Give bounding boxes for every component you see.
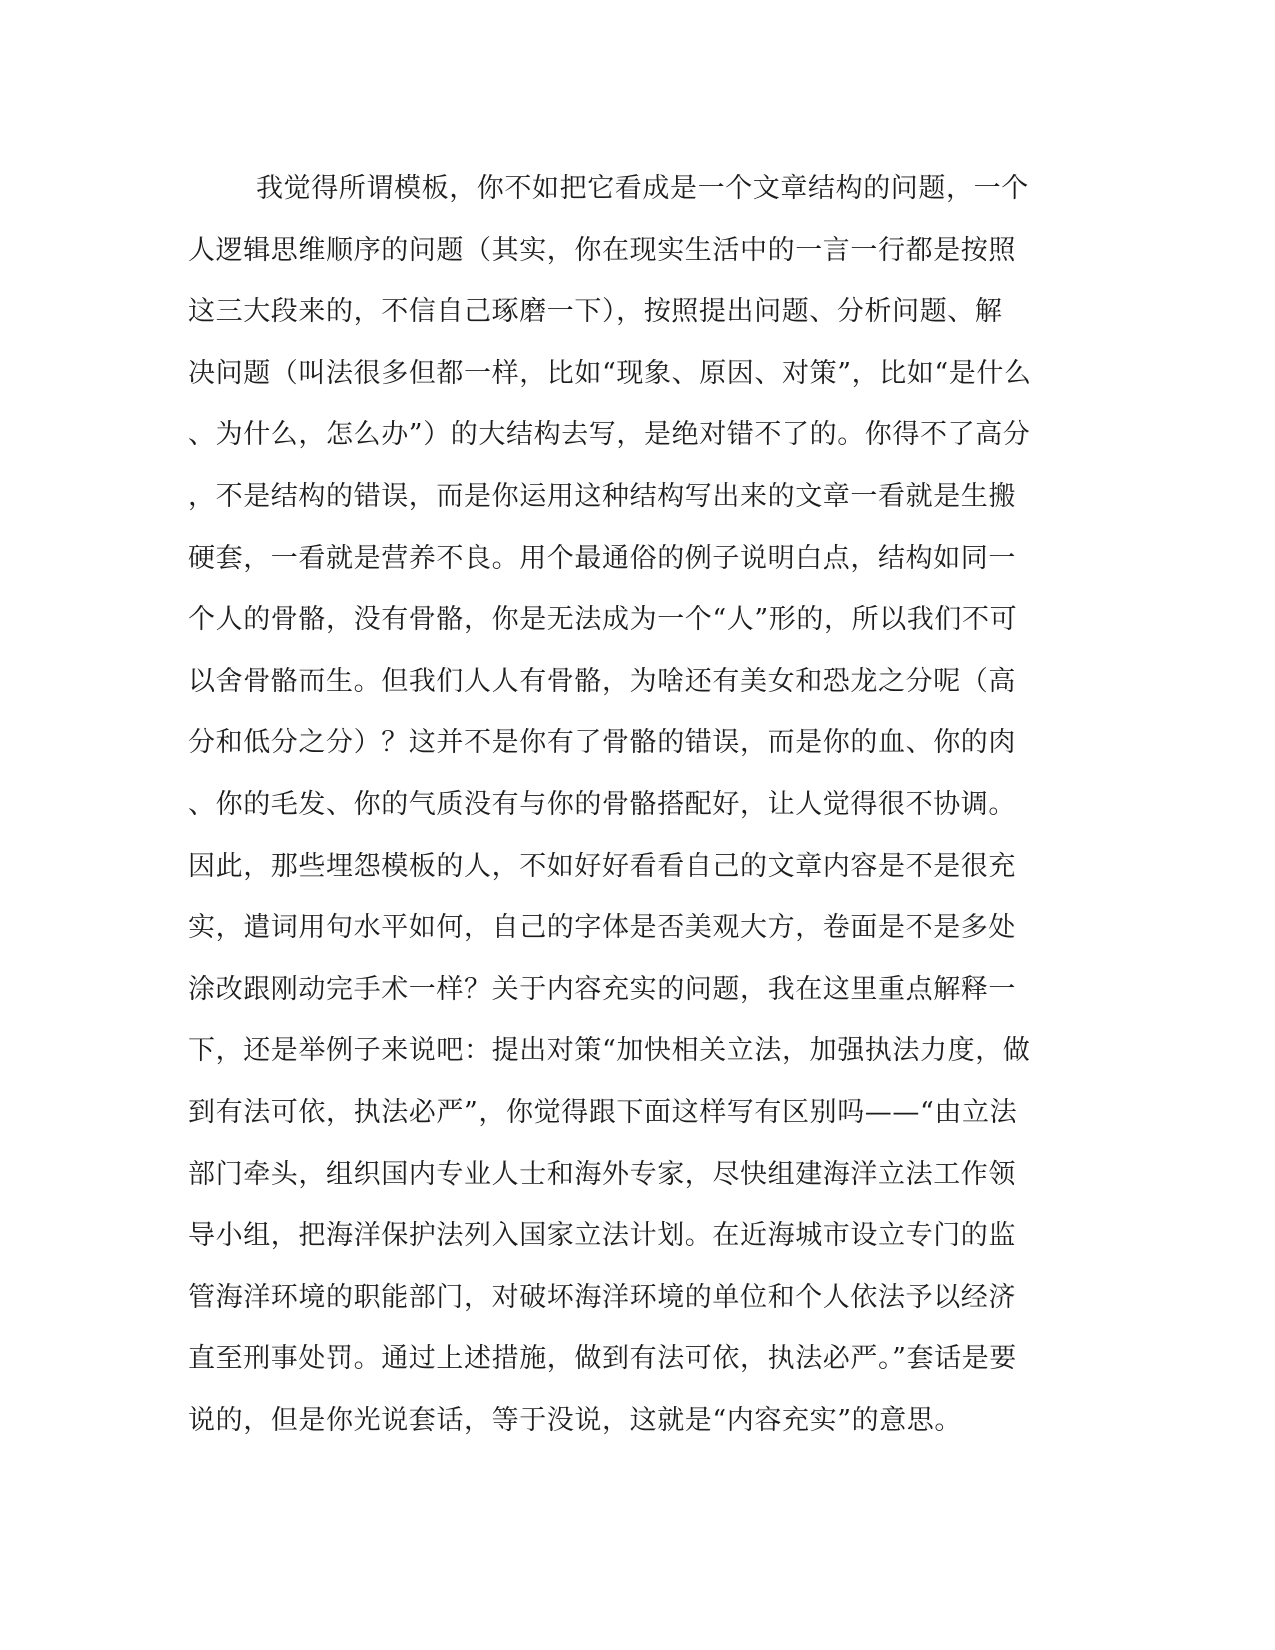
paragraph-line: 这三大段来的，不信自己琢磨一下），按照提出问题、分析问题、解 xyxy=(188,296,1003,328)
paragraph-line: 分和低分之分）？这并不是你有了骨骼的错误，而是你的血、你的肉 xyxy=(188,727,1016,759)
paragraph-line: 涂改跟刚动完手术一样？关于内容充实的问题，我在这里重点解释一 xyxy=(188,973,1016,1005)
paragraph-line: 到有法可依，执法必严”，你觉得跟下面这样写有区别吗——“由立法 xyxy=(188,1096,1018,1128)
paragraph-line: 个人的骨骼，没有骨骼，你是无法成为一个“人”形的，所以我们不可 xyxy=(188,604,1018,636)
paragraph-line: 以舍骨骼而生。但我们人人有骨骼，为啥还有美女和恐龙之分呢（高 xyxy=(188,665,1016,697)
paragraph-line: 直至刑事处罚。通过上述措施，做到有法可依，执法必严。”套话是要 xyxy=(188,1343,1017,1375)
body-paragraph xyxy=(188,158,1078,1451)
paragraph-line: ，不是结构的错误，而是你运用这种结构写出来的文章一看就是生搬 xyxy=(188,480,1016,512)
paragraph-line: 导小组，把海洋保护法列入国家立法计划。在近海城市设立专门的监 xyxy=(188,1220,1016,1252)
paragraph-line: 实，遣词用句水平如何，自己的字体是否美观大方，卷面是不是多处 xyxy=(188,912,1016,944)
paragraph-line: 因此，那些埋怨模板的人，不如好好看看自己的文章内容是不是很充 xyxy=(188,850,1016,882)
paragraph-line: 说的，但是你光说套话，等于没说，这就是“内容充实”的意思。 xyxy=(188,1404,963,1436)
paragraph-line: 决问题（叫法很多但都一样，比如“现象、原因、对策”，比如“是什么 xyxy=(188,357,1032,389)
paragraph-line: 管海洋环境的职能部门，对破坏海洋环境的单位和个人依法予以经济 xyxy=(188,1281,1016,1313)
paragraph-line: 人逻辑思维顺序的问题（其实，你在现实生活中的一言一行都是按照 xyxy=(188,234,1016,266)
paragraph-line: 我觉得所谓模板，你不如把它看成是一个文章结构的问题，一个 xyxy=(256,173,1029,204)
paragraph-line: 、为什么，怎么办”）的大结构去写，是绝对错不了的。你得不了高分 xyxy=(188,419,1031,451)
paragraph-line: 部门牵头，组织国内专业人士和海外专家，尽快组建海洋立法工作领 xyxy=(188,1158,1016,1190)
paragraph-line: 下，还是举例子来说吧：提出对策“加快相关立法，加强执法力度，做 xyxy=(188,1035,1031,1067)
paragraph-line: 、你的毛发、你的气质没有与你的骨骼搭配好，让人觉得很不协调。 xyxy=(188,788,1016,820)
paragraph-line: 硬套，一看就是营养不良。用个最通俗的例子说明白点，结构如同一 xyxy=(188,542,1016,574)
